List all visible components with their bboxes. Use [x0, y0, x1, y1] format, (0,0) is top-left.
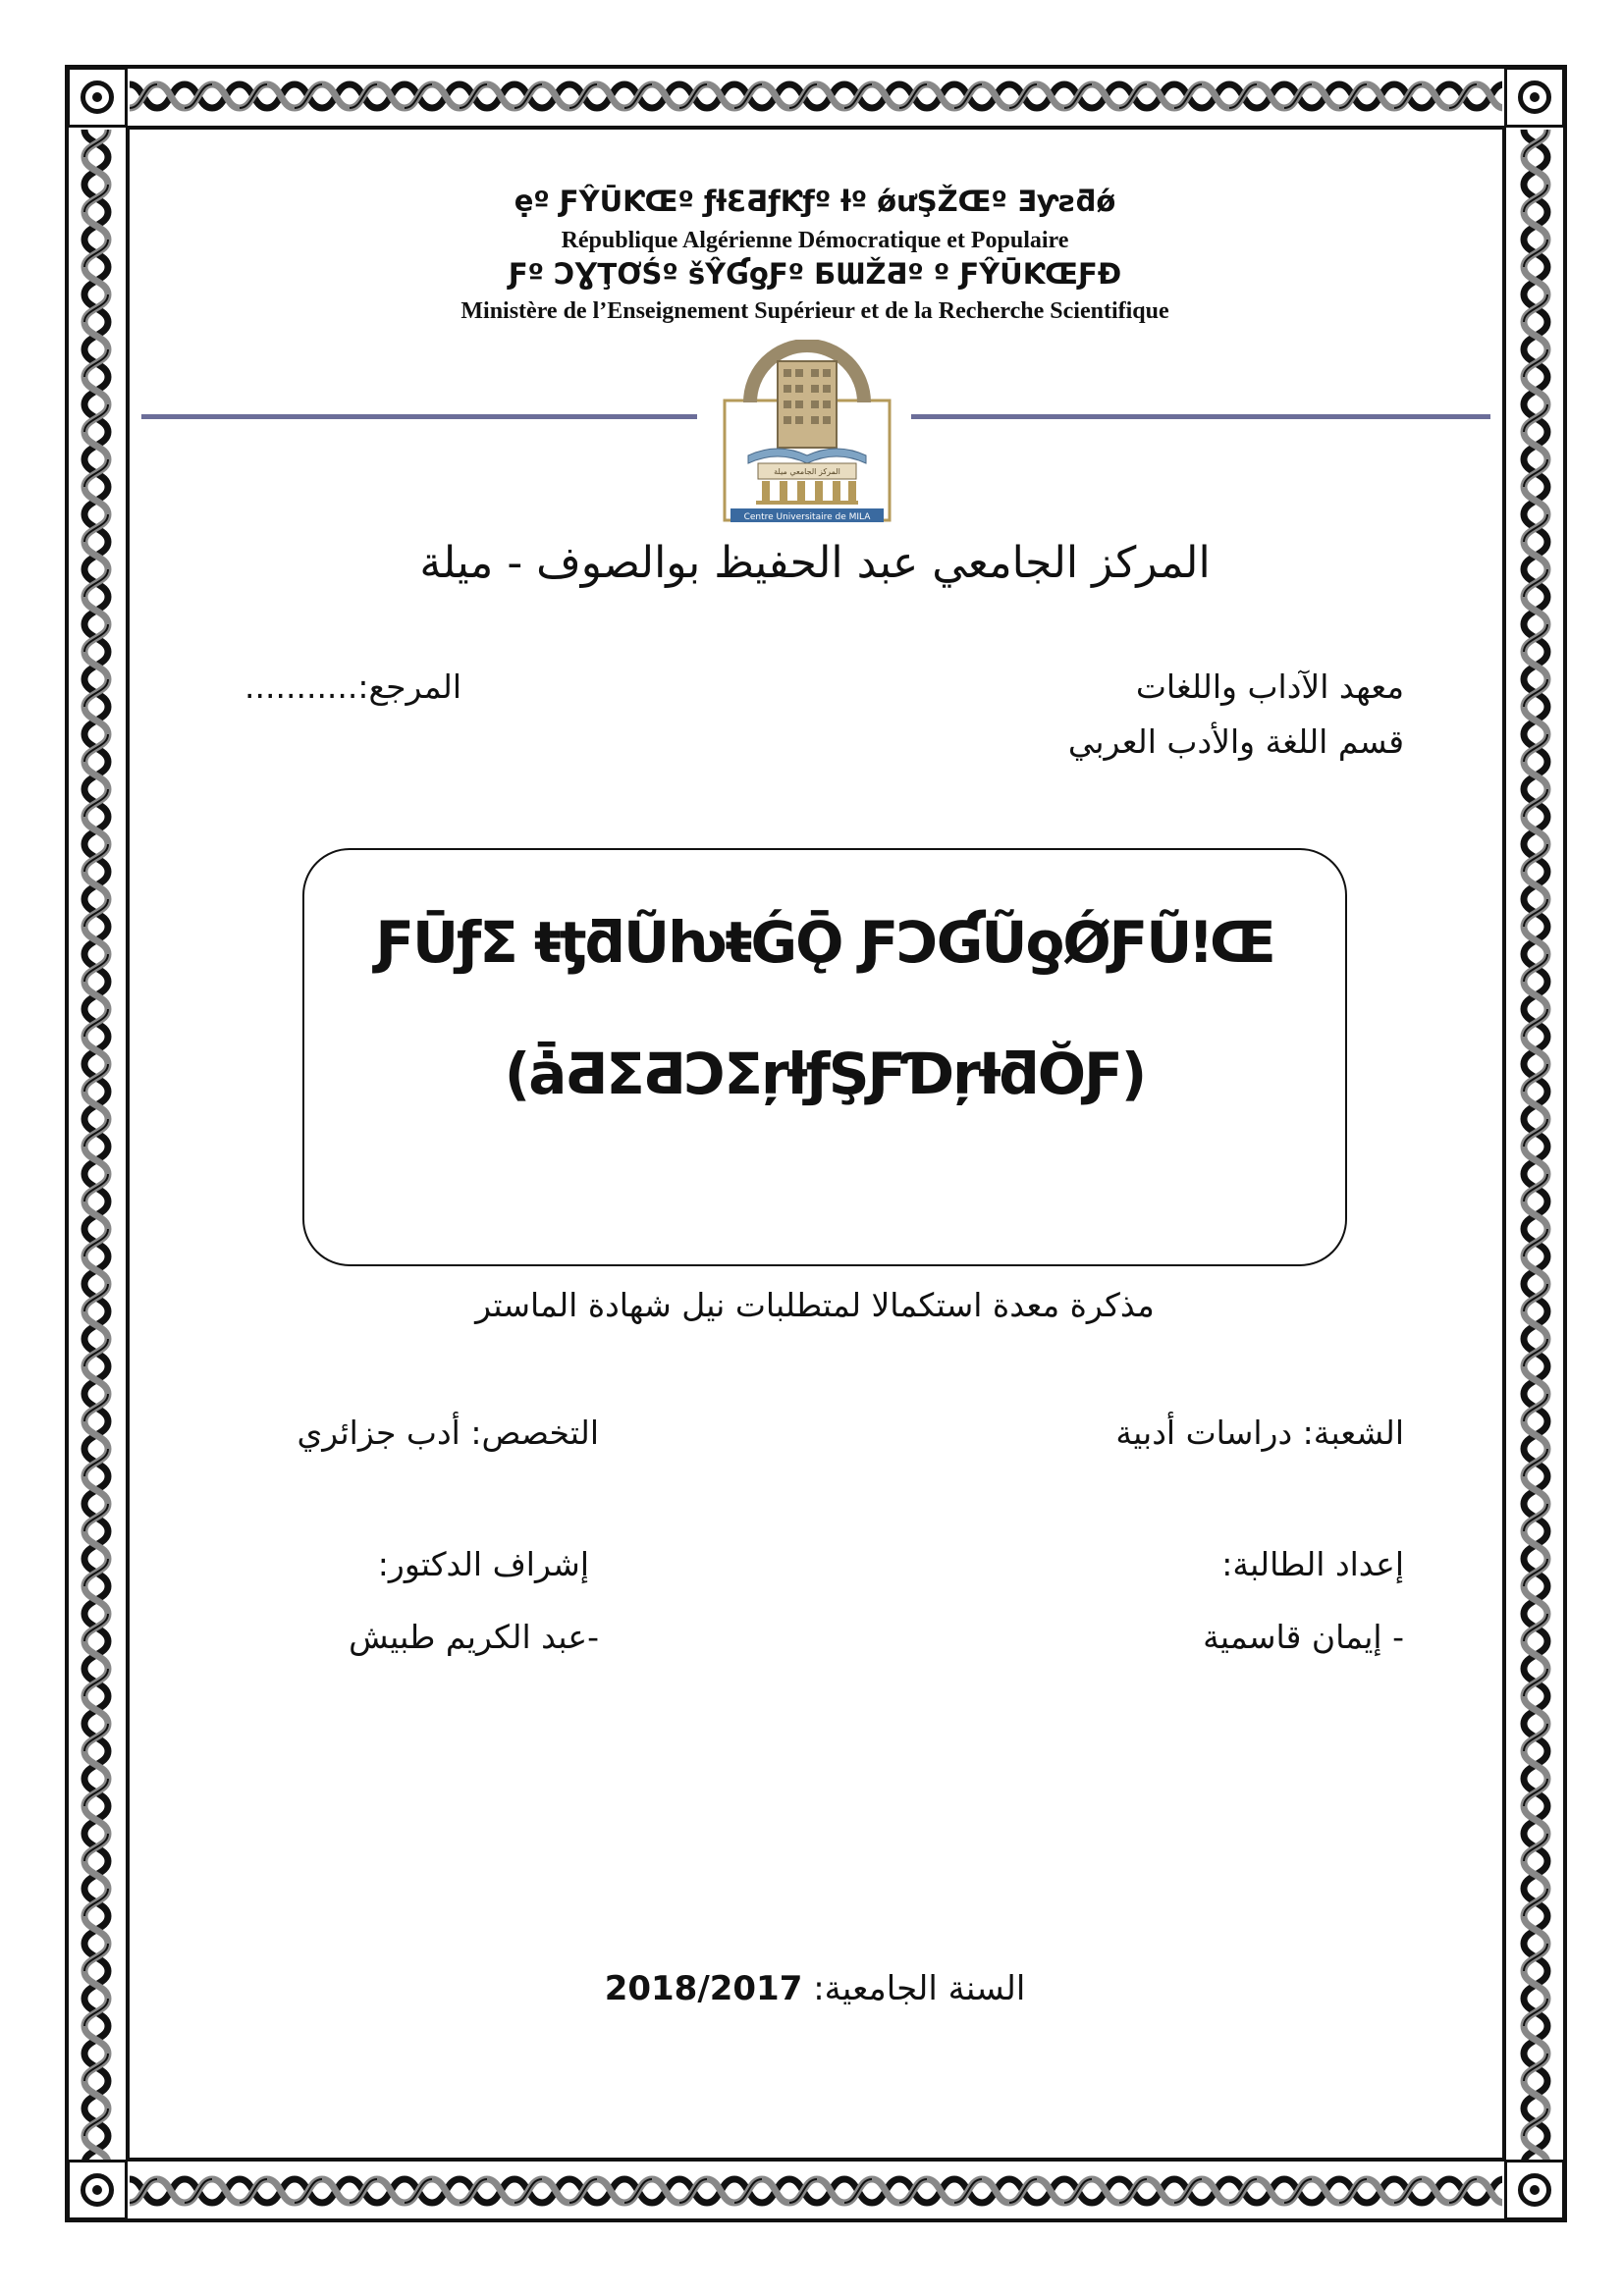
svg-text:المركز الجامعي ميلة: المركز الجامعي ميلة: [774, 467, 840, 476]
ministry-arabic: Ƒº ƆƔŢƠŚº šŶƓƍƑº ƂƜŽƋº º ƑŶŪƘŒƑƉ: [508, 257, 1122, 291]
reference-field: المرجع:...........: [244, 667, 461, 706]
institution-name: المركز الجامعي عبد الحفيظ بوالصوف - ميلة: [419, 538, 1211, 588]
institute-name: معهد الآداب واللغات: [1135, 667, 1404, 706]
ministry-french: Ministère de l’Enseignement Supérieur et de la Recherche Scientifique: [460, 298, 1169, 324]
header-rule-right: [911, 414, 1490, 419]
corner-ornament-bottom-left: [67, 2160, 128, 2220]
academic-year-value: 2018/2017: [604, 1969, 803, 2008]
department-name: قسم اللغة والأدب العربي: [1067, 722, 1404, 761]
border-band-left: [69, 130, 124, 2160]
branch-field: الشعبة: دراسات أدبية: [1115, 1414, 1404, 1452]
university-logo: [719, 340, 895, 526]
student-name: - إيمان قاسمية: [1203, 1618, 1404, 1656]
corner-ornament-bottom-right: [1504, 2160, 1565, 2220]
supervisor-name: -عبد الكريم طبيش: [349, 1618, 599, 1656]
corner-ornament-top-right: [1504, 67, 1565, 128]
border-band-bottom: [130, 2163, 1502, 2218]
student-label: إعداد الطالبة:: [1221, 1545, 1404, 1583]
thesis-title-line-1: ƑŪƒƩ ŧƫƌŨƕŧǴǬ ƑƆƓŨƍǾƑŨǃŒ: [375, 909, 1274, 976]
corner-ornament-top-left: [67, 67, 128, 128]
border-band-right: [1508, 130, 1563, 2160]
specialty-field: التخصص: أدب جزائري: [297, 1414, 599, 1452]
thesis-purpose: مذكرة معدة استكمالا لمتطلبات نيل شهادة الماستر: [475, 1286, 1155, 1324]
academic-year: [324, 1969, 1306, 2008]
header-rule-left: [141, 414, 697, 419]
svg-text:Centre Universitaire de MILA: Centre Universitaire de MILA: [743, 512, 871, 522]
republic-french: République Algérienne Démocratique et Populaire: [561, 228, 1069, 253]
thesis-title-line-2: (ǡƋƩƋƆƩŗƚƒŞƑƊŗƗƌŎƑ): [504, 1041, 1146, 1107]
border-band-top: [130, 69, 1502, 124]
republic-arabic: ẹº ƑŶŪƘŒº ƒƚƐƋƒƘƒº ƚº ǿưŞŽŒº Ǝƴƨƌǿ: [514, 185, 1116, 218]
academic-year-label: السنة الجامعية:: [813, 1969, 1026, 2008]
supervisor-label: إشراف الدكتور:: [377, 1545, 589, 1583]
